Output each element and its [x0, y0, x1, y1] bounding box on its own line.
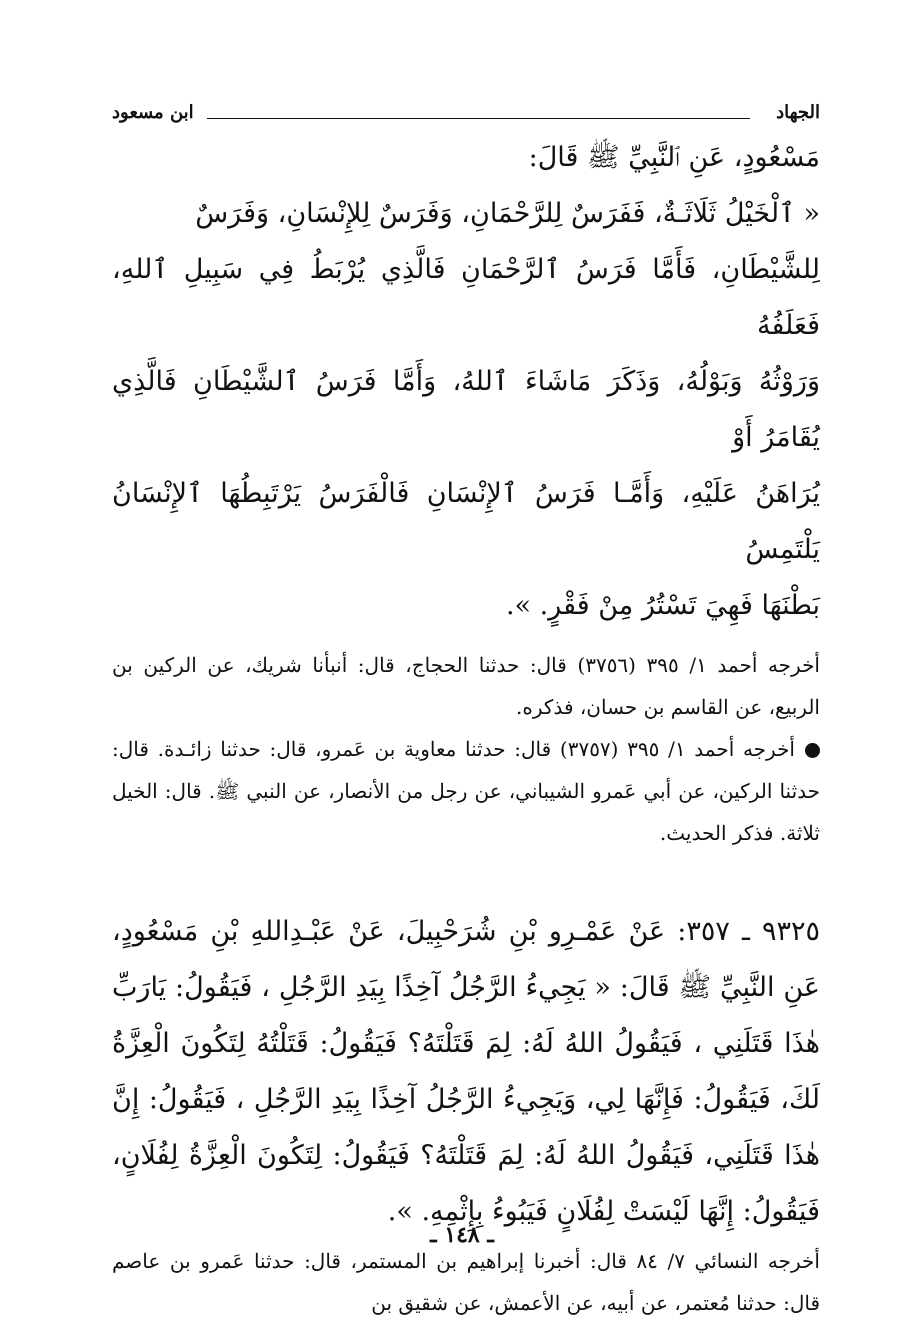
hadith-entry-2	[112, 904, 820, 1324]
hadith-text-line: بَطْنَهَا فَهِيَ تَسْتُرُ مِنْ فَقْرٍ. ».	[505, 590, 820, 621]
takhrij-note-2-text: أخرجه أحمد ١/ ٣٩٥ (٣٧٥٧) قال: حدثنا معاوية بن عَمرو، قال: حدثنا زائـدة. قال: حدثنا الركين، عن أبي عَمرو الشيباني، عن رجل من الأنصار، عن النبي ﷺ. قال: الخيل ثلاثة. فذكر الحديث.	[112, 737, 820, 845]
header-section-title: ابن مسعود	[112, 102, 194, 123]
takhrij-note-1: أخرجه أحمد ١/ ٣٩٥ (٣٧٥٦) قال: حدثنا الحجاج، قال: أنبأنا شريك، عن الركين بن الربيع، عن القاسم بن حسان، فذكره.	[112, 653, 820, 719]
hadith-text-line: وَرَوْثُهُ وَبَوْلُهُ، وَذَكَرَ مَاشَاءَ ٱللهُ، وَأَمَّا فَرَسُ ٱلشَّيْطَانِ فَالَّذِي يُقَامَرُ أَوْ	[112, 366, 820, 453]
takhrij-note-2	[112, 728, 820, 854]
hadith-text: ٩٣٢٥ ـ ٣٥٧: عَنْ عَمْـرِو بْنِ شُرَحْبِيلَ، عَنْ عَبْـدِاللهِ بْنِ مَسْعُودٍ، عَنِ النَّبِيِّ ﷺ قَالَ: « يَجِيءُ الرَّجُلُ آخِذًا بِيَدِ الرَّجُلِ ، فَيَقُولُ: يَارَبِّ هٰذَا قَتَلَنِي ، فَيَقُولُ اللهُ لَهُ: لِمَ قَتَلْتَهُ؟ فَيَقُولُ: قَتَلْتُهُ لِتَكُونَ الْعِزَّةُ لَكَ، فَيَقُولُ: فَإِنَّهَا لِي، وَيَجِيءُ الرَّجُلُ آخِذًا بِيَدِ الرَّجُلِ ، فَيَقُولُ: إِنَّ هٰذَا قَتَلَنِي، فَيَقُولُ اللهُ لَهُ: لِمَ قَتَلْتَهُ؟ فَيَقُولُ: لِتَكُونَ الْعِزَّةُ لِفُلَانٍ، فَيَقُولُ: إِنَّهَا لَيْسَتْ لِفُلَانٍ فَيَبُوءُ بِإِثْمِهِ. ».	[112, 916, 821, 1227]
running-header	[112, 96, 820, 130]
hadith-text-line: يُرَاهَنُ عَلَيْهِ، وَأَمَّـا فَرَسُ ٱلإِنْسَانِ فَالْفَرَسُ يَرْتَبِطُهَا ٱلإِنْسَانُ يَلْتَمِسُ	[112, 478, 820, 565]
header-chapter-title: الجهاد	[776, 102, 820, 123]
takhrij-note: أخرجه النسائي ٧/ ٨٤ قال: أخبرنا إبراهيم بن المستمر، قال: حدثنا عَمرو بن عاصم قال: حدثنا مُعتمر، عن أبيه، عن الأعمش، عن شقيق بن	[112, 1249, 820, 1315]
page-number: ـ ١٤٨ ـ	[430, 1222, 494, 1248]
hadith-text-line: مَسْعُودٍ، عَنِ ٱلنَّبِيِّ ﷺ قَالَ:	[528, 142, 820, 173]
bullet-icon	[805, 743, 820, 758]
hadith-text-line: لِلشَّيْطَانِ، فَأَمَّا فَرَسُ ٱلرَّحْمَانِ فَالَّذِي يُرْبَطُ فِي سَبِيلِ ٱللهِ، فَعَلَفُهُ	[112, 254, 820, 341]
hadith-text-line: « ٱلْخَيْلُ ثَلَاثَـةٌ، فَفَرَسٌ لِلرَّحْمَانِ، وَفَرَسٌ لِلإِنْسَانِ، وَفَرَسٌ	[195, 198, 820, 229]
header-rule	[207, 118, 750, 119]
hadith-entry-1	[112, 130, 820, 854]
page	[112, 96, 820, 1324]
